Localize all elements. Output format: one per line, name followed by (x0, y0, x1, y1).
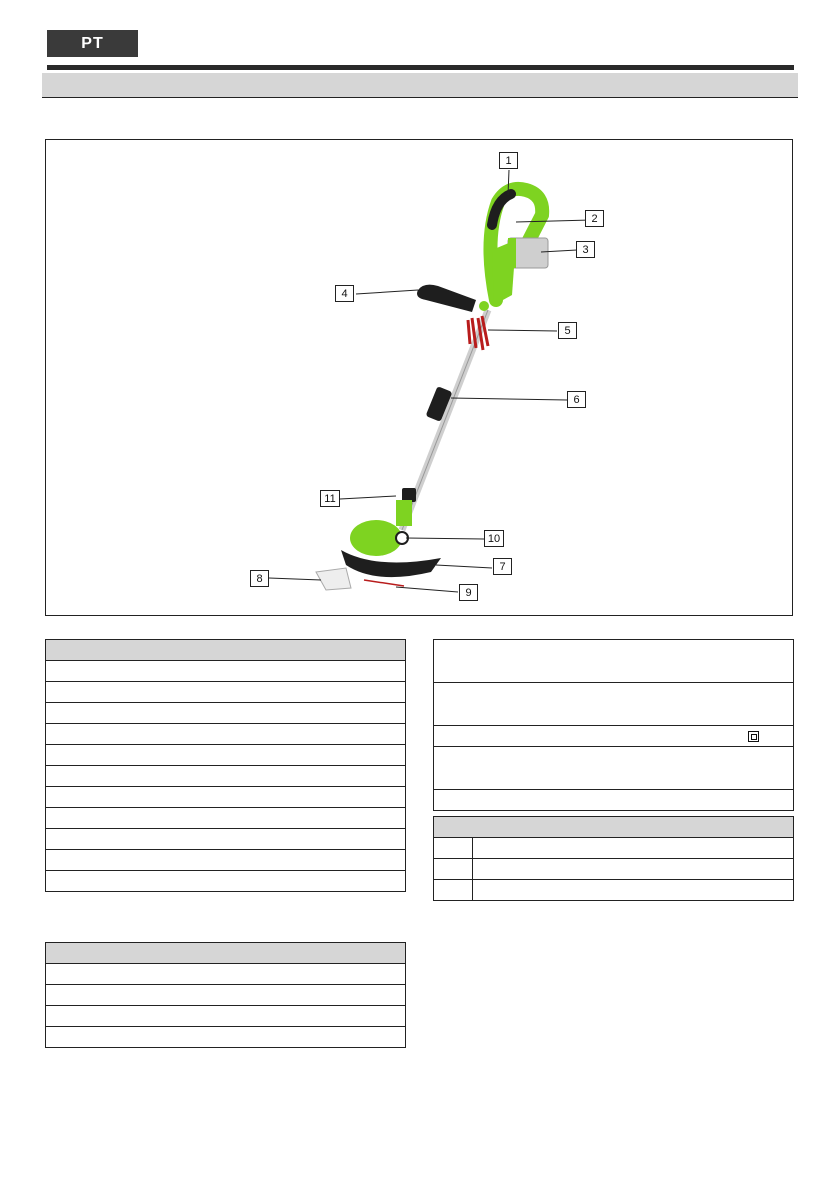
table-row (46, 745, 406, 766)
table-row (46, 985, 406, 1006)
callout-1: 1 (499, 152, 518, 169)
motor-housing-top (492, 240, 516, 305)
product-figure (45, 139, 793, 616)
aux-handle (417, 285, 476, 312)
table-row (434, 640, 794, 683)
callout-3: 3 (576, 241, 595, 258)
aux-handle-knob (479, 301, 489, 311)
leader-10 (406, 538, 484, 539)
table-row (46, 682, 406, 703)
table-row (434, 838, 794, 859)
table-row (434, 790, 794, 811)
grass-trimmer-illustration (46, 140, 794, 617)
table-row (434, 859, 794, 880)
table-row (46, 661, 406, 682)
table-row (434, 880, 794, 901)
specs-table (433, 639, 794, 811)
accessories-table (45, 942, 406, 1048)
callout-5: 5 (558, 322, 577, 339)
leader-6 (451, 398, 567, 400)
callout-9: 9 (459, 584, 478, 601)
table-row (46, 766, 406, 787)
symbols-table (433, 816, 794, 901)
language-badge: PT (47, 30, 138, 57)
table-row (434, 747, 794, 790)
motor-head (350, 520, 402, 556)
leader-7 (436, 565, 492, 568)
leader-5 (488, 330, 557, 331)
table-row (46, 871, 406, 892)
table-row (46, 703, 406, 724)
callout-8: 8 (250, 570, 269, 587)
table-row (46, 808, 406, 829)
callout-6: 6 (567, 391, 586, 408)
table-row (46, 1006, 406, 1027)
callout-7: 7 (493, 558, 512, 575)
lower-housing (396, 500, 412, 526)
guard (341, 550, 441, 577)
leader-2 (516, 220, 591, 222)
table-row (46, 787, 406, 808)
table-row (46, 850, 406, 871)
callout-10: 10 (484, 530, 504, 547)
table-row (46, 829, 406, 850)
table-row (46, 724, 406, 745)
leader-11 (340, 496, 396, 499)
table-row (434, 726, 794, 747)
leader-8 (269, 578, 321, 580)
section-title-band (42, 73, 798, 98)
table-header-row (46, 943, 406, 964)
table-header-row (434, 817, 794, 838)
table-header-row (46, 640, 406, 661)
table-row (434, 683, 794, 726)
edge-guide (316, 568, 351, 590)
leader-4 (356, 290, 418, 294)
callout-4: 4 (335, 285, 354, 302)
table-row (46, 1027, 406, 1048)
parts-table (45, 639, 406, 892)
callout-2: 2 (585, 210, 604, 227)
leader-9 (396, 587, 458, 592)
lower-collar (402, 488, 416, 502)
double-insulation-icon (748, 731, 759, 742)
table-row (46, 964, 406, 985)
cutting-line (364, 580, 404, 586)
header-rule (47, 65, 794, 70)
callout-11: 11 (320, 490, 340, 507)
